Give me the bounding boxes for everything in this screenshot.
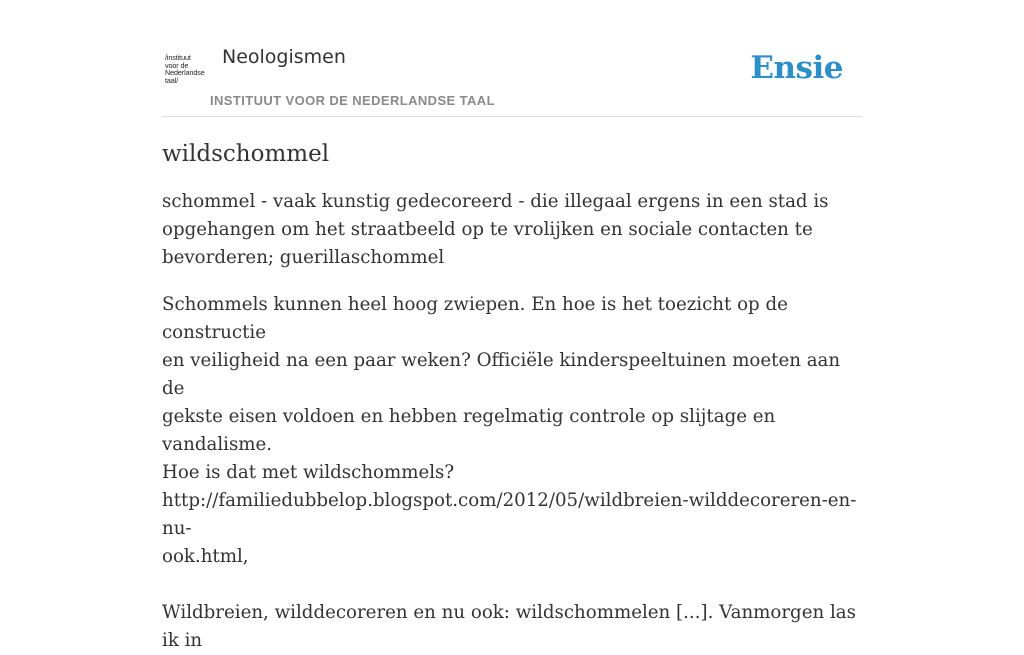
- example-line: en veiligheid na een paar weken? Officiële kinderspeeltuinen moeten aan de: [162, 350, 841, 399]
- paragraph-gap: [162, 571, 862, 599]
- site-title[interactable]: Neologismen: [222, 46, 346, 68]
- example-line: gekste eisen voldoen en hebben regelmatig controle op slijtage en vandalisme.: [162, 406, 776, 455]
- example-source-link[interactable]: http://familiedubbelop.blogspot.com/2012/05/wildbreien-wilddecoreren-en-nu-: [162, 490, 857, 539]
- logo-line: voor de: [165, 60, 189, 70]
- site-subtitle: INSTITUUT VOOR DE NEDERLANDSE TAAL: [210, 93, 495, 108]
- ivdnt-logo[interactable]: [165, 54, 207, 90]
- example-line: Schommels kunnen heel hoog zwiepen. En hoe is het toezicht op de constructie: [162, 294, 788, 343]
- logo-line: /instituut: [165, 53, 191, 62]
- entry-content: [162, 138, 862, 655]
- entry-definition: schommel - vaak kunstig gedecoreerd - die illegaal ergens in een stad is opgehangen om het straatbeeld op te vrolijken en sociale contacten te bevorderen; guerillaschommel: [162, 191, 829, 268]
- logo-line: Nederlandse: [165, 68, 205, 78]
- ensie-logo[interactable]: Ensie: [750, 50, 843, 86]
- entry-example: [162, 291, 862, 655]
- example-source-link-end[interactable]: ook.html,: [162, 546, 249, 567]
- logo-line: taal/: [165, 75, 179, 85]
- entry-term: wildschommel: [162, 141, 330, 167]
- site-header: [162, 40, 862, 117]
- example-line: Wildbreien, wilddecoreren en nu ook: wildschommelen [...]. Vanmorgen las ik in: [162, 602, 856, 651]
- example-line: Hoe is dat met wildschommels?: [162, 462, 455, 483]
